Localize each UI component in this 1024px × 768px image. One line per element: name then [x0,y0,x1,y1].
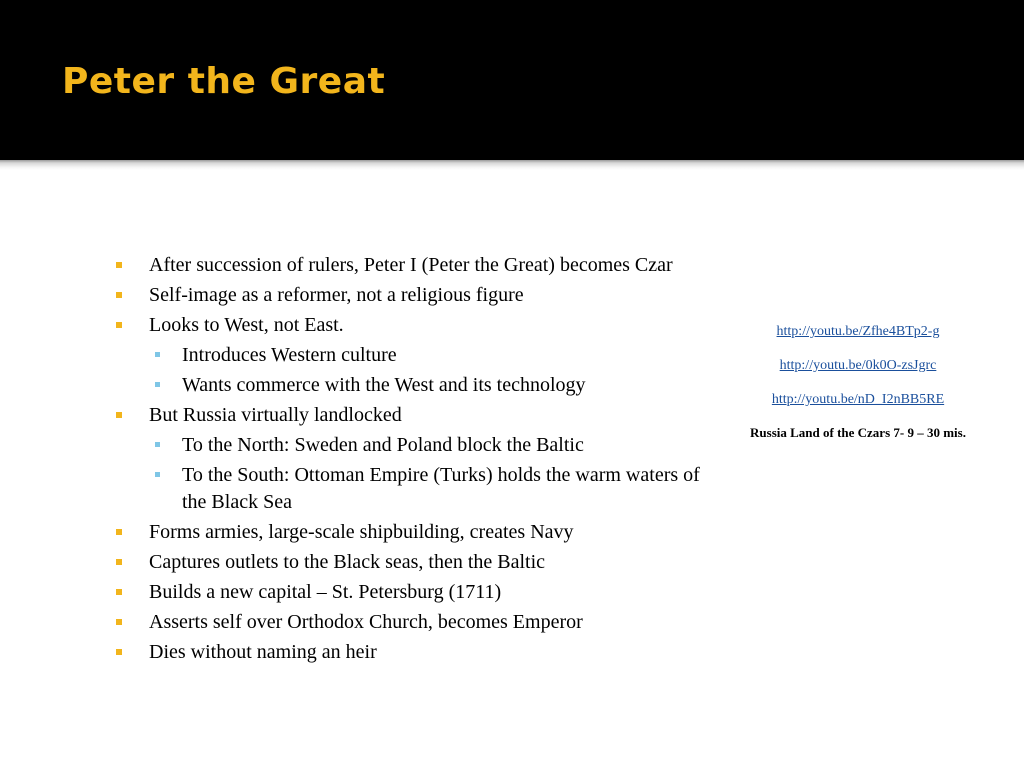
square-bullet-icon [116,619,122,625]
square-bullet-icon [116,559,122,565]
bullet-item [114,402,704,516]
bullet-item [114,609,704,636]
square-sub-bullet-icon [155,352,160,357]
video-link-3[interactable]: http://youtu.be/nD_I2nBB5RE [771,392,945,407]
title-band [0,0,1024,160]
bullet-text: Dies without naming an heir [149,641,377,663]
sub-bullet-text: To the North: Sweden and Poland block the Baltic [182,434,584,456]
square-bullet-icon [116,529,122,535]
square-bullet-icon [116,292,122,298]
bullet-text: Builds a new capital – St. Petersburg (1711) [149,581,502,603]
sub-bullet-item [149,342,704,369]
bullet-item [114,549,704,576]
bullet-text: Looks to West, not East. [149,314,344,336]
square-sub-bullet-icon [155,442,160,447]
bullet-item [114,312,704,399]
square-bullet-icon [116,322,122,328]
square-bullet-icon [116,589,122,595]
bullet-item [114,519,704,546]
sub-bullet-text: To the South: Ottoman Empire (Turks) holds the warm waters of the Black Sea [182,464,700,513]
sub-bullet-text: Introduces Western culture [182,344,397,366]
bullet-item [114,252,704,279]
square-sub-bullet-icon [155,382,160,387]
square-bullet-icon [116,262,122,268]
bullet-text: After succession of rulers, Peter I (Peter the Great) becomes Czar [149,254,673,276]
video-link-1[interactable]: http://youtu.be/Zfhe4BTp2-g [776,324,940,339]
slide-title: Peter the Great [62,61,386,102]
bullet-item [114,639,704,666]
bullet-list [114,252,704,666]
bullet-item [114,579,704,606]
bullet-item [114,282,704,309]
video-note: Russia Land of the Czars 7- 9 – 30 mis. [750,425,966,440]
sub-bullet-text: Wants commerce with the West and its technology [182,374,586,396]
sub-bullet-item [149,432,704,459]
square-sub-bullet-icon [155,472,160,477]
video-links [700,322,1016,442]
video-link-2[interactable]: http://youtu.be/0k0O-zsJgrc [779,358,937,373]
bullet-text: Captures outlets to the Black seas, then the Baltic [149,551,546,573]
bullet-content [114,252,704,669]
bullet-text: But Russia virtually landlocked [149,404,402,426]
sub-bullet-list [149,432,704,516]
square-bullet-icon [116,649,122,655]
title-divider [0,160,1024,170]
sub-bullet-item [149,372,704,399]
bullet-text: Forms armies, large-scale shipbuilding, creates Navy [149,521,574,543]
bullet-text: Self-image as a reformer, not a religious figure [149,284,524,306]
sub-bullet-item [149,462,704,516]
bullet-text: Asserts self over Orthodox Church, becomes Emperor [149,611,583,633]
sub-bullet-list [149,342,704,399]
square-bullet-icon [116,412,122,418]
